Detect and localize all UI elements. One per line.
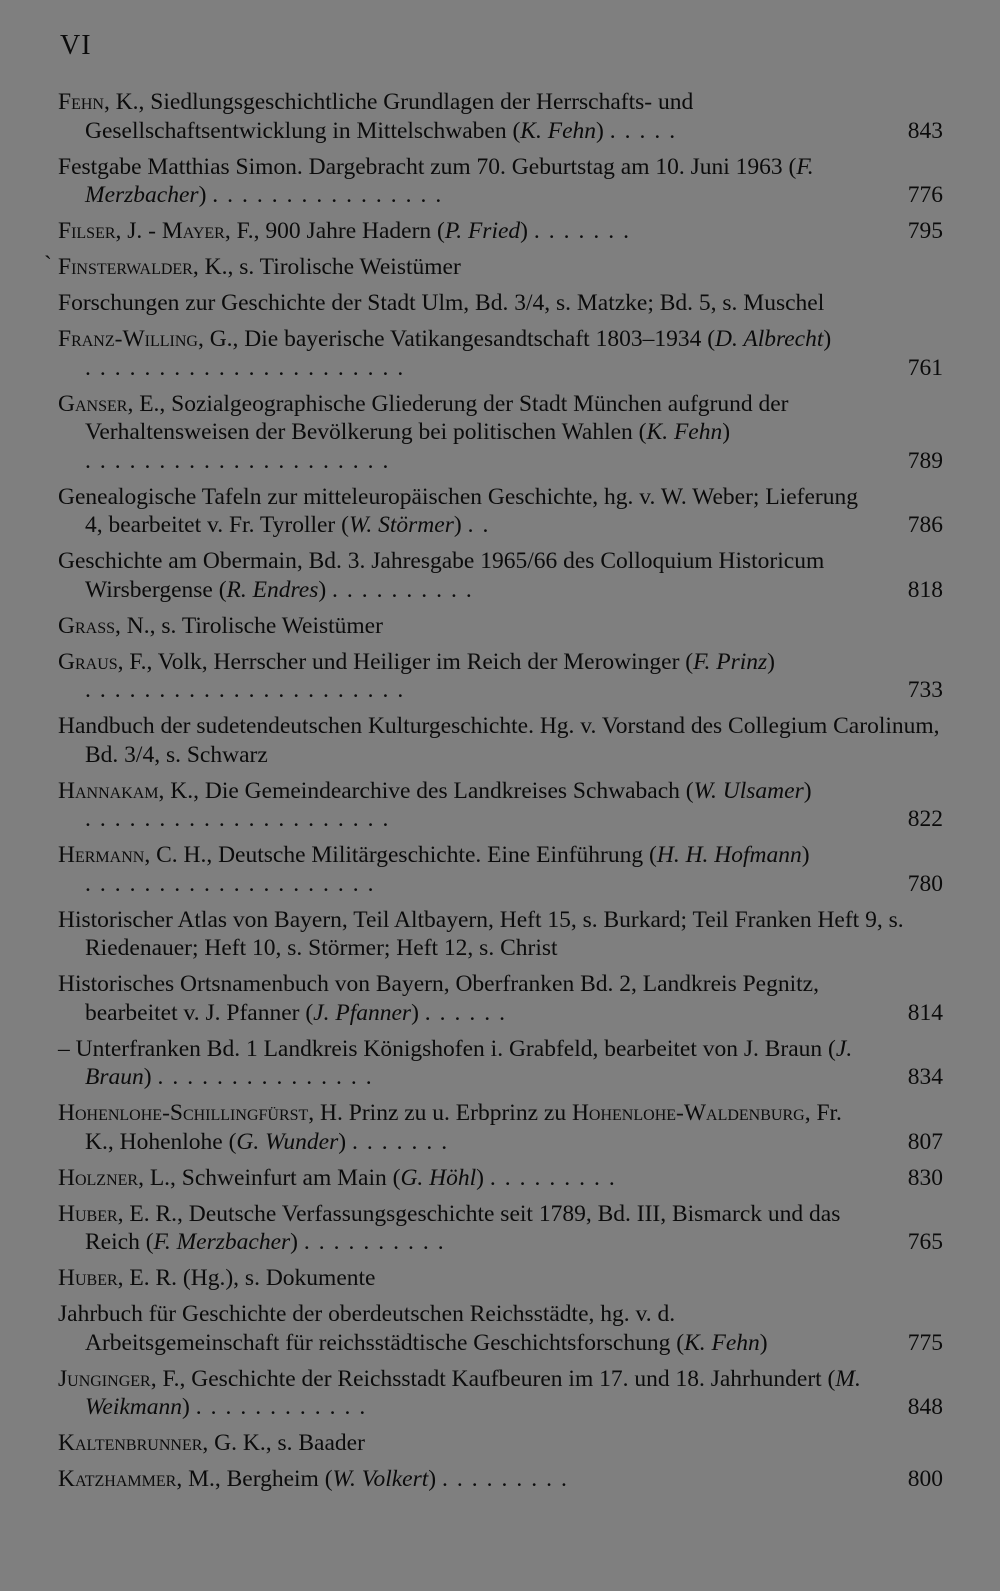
leader-dots: .......... — [332, 576, 481, 603]
reviewer-name: W. Störmer — [348, 512, 454, 538]
reviewer-name: H. H. Hofmann — [656, 842, 802, 868]
index-entry — [58, 1429, 943, 1458]
leader-dots: ...................... — [85, 677, 413, 703]
entry-text: ) — [198, 182, 207, 208]
reviewer-name: W. Volkert — [332, 1466, 429, 1492]
reviewer-name: P. Fried — [444, 218, 521, 244]
index-entry — [44, 252, 943, 282]
reviewer-name: M. Weikmann — [85, 1365, 861, 1420]
entry-text: , G., Die bayerische Vatikangesandtschaft 1803–1934 ( — [197, 326, 716, 352]
index-entry — [58, 777, 943, 834]
entry-text: Geschichte am Obermain, Bd. 3. Jahresgabe 1965/66 des Colloquium Historicum Wirsbergense ( — [58, 548, 825, 603]
entry-text: Historisches Ortsnamenbuch von Bayern, Oberfranken Bd. 2, Landkreis Pegnitz, bearbeitet v. J. Pfanner ( — [58, 971, 819, 1026]
entry-text: ) — [803, 777, 812, 804]
author-name: Hohenlohe-Schillingfürst — [58, 1100, 309, 1126]
leader-dots: .................... — [85, 870, 383, 897]
entry-text: ) — [428, 1466, 437, 1492]
index-entry — [58, 841, 943, 898]
author-name: Hermann — [58, 842, 145, 868]
leader-dots: ............ — [195, 1394, 375, 1420]
entry-text: ) — [722, 419, 731, 445]
reviewer-name: G. Höhl — [400, 1164, 477, 1191]
index-entry — [58, 906, 943, 963]
index-entry — [58, 1365, 943, 1422]
entry-text: Historischer Atlas von Bayern, Teil Altbayern, Heft 15, s. Burkard; Teil Franken Heft 9, s. Riedenauer; Heft 10, s. Störmer; Heft 12, s. Christ — [58, 906, 904, 961]
page-ref: 775 — [907, 1329, 943, 1356]
author-name: Finsterwalder — [58, 254, 193, 280]
index-entry — [58, 1465, 943, 1494]
index-entry — [58, 325, 943, 382]
page-ref: 800 — [907, 1466, 943, 1492]
index-entry — [58, 289, 943, 318]
reviewer-name: W. Ulsamer — [693, 777, 804, 804]
index-entry — [58, 1099, 943, 1156]
entry-text: ) — [767, 648, 775, 675]
index-entry — [58, 970, 943, 1027]
entry-text: Handbuch der sudetendeutschen Kulturgeschichte. Hg. v. Vorstand des Collegium Carolinum, Bd. 3/4, s. Schwarz — [58, 713, 940, 768]
entry-text: ) — [182, 1394, 190, 1420]
reviewer-name: K. Fehn — [684, 1329, 760, 1356]
index-entry — [58, 483, 943, 540]
page-ref: 843 — [907, 117, 943, 144]
leader-dots: ...................... — [85, 354, 413, 381]
reviewer-name: G. Wunder — [236, 1128, 339, 1155]
index-entry — [58, 1164, 943, 1193]
entry-text: , K., s. Tirolische Weistümer — [192, 254, 461, 280]
author-name: Hannakam — [58, 777, 159, 804]
page-ref: 822 — [907, 806, 943, 832]
entry-text: ) — [520, 218, 528, 244]
page-number: VI — [60, 30, 92, 61]
page-ref: 807 — [907, 1128, 943, 1155]
entry-text: , H. Prinz zu u. Erbprinz zu — [308, 1100, 572, 1126]
entry-text: , K., Siedlungsgeschichtliche Grundlagen der Herrschafts- und Gesellschaftsentwicklung in Mittelschwaben ( — [85, 89, 694, 144]
entry-text: , E., Sozialgeographische Gliederung der Stadt München aufgrund der Verhaltensweisen der Bevölkerung bei politischen Wahlen ( — [85, 390, 789, 445]
index-entry — [58, 612, 943, 641]
entry-text: , M., Bergheim ( — [176, 1466, 333, 1492]
reviewer-name: J. Pfanner — [313, 999, 412, 1026]
index-entry — [58, 648, 943, 705]
leader-dots: ...... — [424, 999, 515, 1026]
entry-text: ) — [318, 576, 327, 603]
index-entry — [58, 547, 943, 604]
reviewer-name: K. Fehn — [520, 117, 597, 144]
author-name: Grass — [58, 612, 115, 639]
entry-text: Festgabe Matthias Simon. Dargebracht zum 70. Geburtstag am 10. Juni 1963 ( — [58, 153, 797, 180]
leader-dots: .......... — [303, 1229, 453, 1255]
author-name: Fehn — [58, 89, 104, 115]
page-ref: 780 — [907, 870, 943, 897]
page-ref: 733 — [907, 677, 943, 703]
author-name: Graus — [58, 648, 118, 675]
author-name: Holzner — [58, 1164, 139, 1191]
leader-dots: ..................... — [85, 447, 398, 474]
entry-text: , J. - — [115, 218, 162, 244]
author-name: Huber — [58, 1200, 118, 1227]
index-entry — [58, 1200, 943, 1257]
page-ref: 795 — [907, 218, 943, 244]
entry-text: , E. R., Deutsche Verfassungsgeschichte seit 1789, Bd. III, Bismarck und das Reich ( — [85, 1200, 841, 1255]
entry-text: ) — [596, 117, 604, 144]
entry-text: , L., Schweinfurt am Main ( — [138, 1164, 401, 1191]
entry-text: , Fr. K., Hohenlohe ( — [85, 1100, 842, 1155]
index-list — [44, 88, 943, 1501]
leader-dots: ..... — [609, 117, 685, 144]
entry-text: ) — [143, 1064, 152, 1090]
entry-text: , K., Die Gemeindearchive des Landkreises Schwabach ( — [158, 777, 694, 804]
page-ref: 818 — [907, 576, 943, 603]
leader-dots: ............... — [157, 1064, 381, 1090]
leader-dots: ......... — [441, 1466, 576, 1492]
author-name: Filser — [58, 218, 116, 244]
page-ref: 765 — [907, 1229, 943, 1255]
author-name: Hohenlohe-Waldenburg — [571, 1100, 805, 1126]
author-name: Katzhammer — [58, 1466, 177, 1492]
page-ref: 830 — [907, 1164, 943, 1191]
reviewer-name: J. Braun — [85, 1035, 853, 1090]
page-ref: 776 — [907, 182, 943, 208]
entry-text: ) — [823, 326, 832, 352]
entry-text: ) — [453, 512, 462, 538]
entry-text: , G. K., s. Baader — [202, 1430, 365, 1456]
entry-text: – Unterfranken Bd. 1 Landkreis Königshofen i. Grabfeld, bearbeitet von J. Braun ( — [58, 1035, 836, 1062]
leader-dots: ..................... — [85, 806, 398, 832]
leader-dots: ....... — [533, 218, 638, 244]
entry-text: Jahrbuch für Geschichte der oberdeutschen Reichsstädte, hg. v. d. Arbeitsgemeinschaft für reichsstädtische Geschichtsforschung ( — [58, 1301, 685, 1356]
reviewer-name: K. Fehn — [646, 419, 723, 445]
page-ref: 814 — [907, 999, 943, 1026]
page-ref: 789 — [907, 447, 943, 474]
reviewer-name: F. Merzbacher — [153, 1229, 291, 1255]
entry-text: ) — [759, 1329, 768, 1356]
entry-text: , C. H., Deutsche Militärgeschichte. Eine Einführung ( — [144, 842, 657, 868]
reviewer-name: F. Merzbacher — [85, 153, 814, 208]
index-entry — [58, 217, 943, 246]
author-name: Huber — [58, 1265, 118, 1291]
page-ref: 848 — [907, 1394, 943, 1420]
index-entry — [58, 1264, 943, 1293]
entry-text: , N., s. Tirolische Weistümer — [115, 612, 383, 639]
entry-text: ) — [290, 1229, 298, 1255]
leader-dots: .. — [467, 512, 498, 538]
author-name: Franz-Willing — [58, 326, 198, 352]
index-entry — [58, 88, 943, 145]
author-name: Ganser — [58, 390, 128, 417]
entry-text: , F., Volk, Herrscher und Heiliger im Reich der Merowinger ( — [117, 648, 694, 675]
page-ref: 761 — [907, 354, 943, 381]
reviewer-name: F. Prinz — [693, 648, 768, 675]
reviewer-name: R. Endres — [226, 576, 319, 603]
leader-dots: ......... — [489, 1164, 624, 1191]
entry-text: Genealogische Tafeln zur mitteleuropäischen Geschichte, hg. v. W. Weber; Lieferung 4, bearbeitet v. Fr. Tyroller ( — [58, 483, 858, 538]
page-ref: 834 — [907, 1064, 943, 1090]
index-entry — [58, 1300, 943, 1357]
entry-text: ) — [411, 999, 419, 1026]
entry-text: , F., 900 Jahre Hadern ( — [224, 218, 445, 244]
author-name: Kaltenbrunner — [58, 1430, 203, 1456]
entry-text: ) — [801, 842, 810, 868]
author-name: Mayer — [161, 218, 225, 244]
margin-mark: ` — [44, 252, 52, 278]
reviewer-name: D. Albrecht — [715, 326, 824, 352]
entry-text: , F., Geschichte der Reichsstadt Kaufbeuren im 17. und 18. Jahrhundert ( — [150, 1365, 836, 1392]
index-entry — [58, 390, 943, 476]
entry-text: Forschungen zur Geschichte der Stadt Ulm, Bd. 3/4, s. Matzke; Bd. 5, s. Muschel — [58, 290, 825, 316]
entry-text: , E. R. (Hg.), s. Dokumente — [117, 1265, 376, 1291]
index-entry — [58, 153, 943, 210]
index-entry — [58, 712, 943, 769]
leader-dots: ....... — [351, 1128, 457, 1155]
page-ref: 786 — [907, 512, 943, 538]
leader-dots: ................ — [212, 182, 451, 208]
entry-text: ) — [476, 1164, 484, 1191]
author-name: Junginger — [58, 1365, 151, 1392]
index-entry — [58, 1035, 943, 1092]
entry-text: ) — [338, 1128, 347, 1155]
